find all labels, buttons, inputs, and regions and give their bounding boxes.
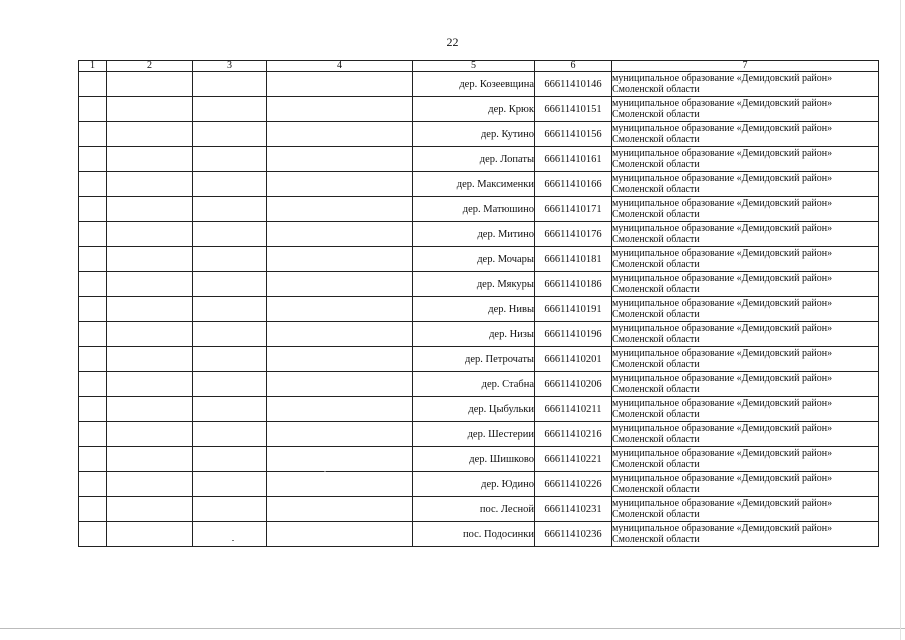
- table-row: [79, 397, 879, 422]
- settlement-code: 66611410161: [535, 147, 612, 172]
- empty-cell: [107, 372, 193, 397]
- settlements-table: [78, 60, 879, 547]
- municipality-description: [612, 272, 879, 297]
- municipality-line-2: Смоленской области: [612, 134, 700, 145]
- empty-cell: [267, 72, 413, 97]
- table-row: [79, 247, 879, 272]
- municipality-description: [612, 197, 879, 222]
- empty-cell: [107, 322, 193, 347]
- empty-cell: [193, 322, 267, 347]
- municipality-description: [612, 347, 879, 372]
- empty-cell: [267, 197, 413, 222]
- municipality-line-1: муниципальное образование «Демидовский район»: [612, 322, 833, 334]
- table-row: [79, 222, 879, 247]
- empty-cell: [267, 322, 413, 347]
- municipality-line-2: Смоленской области: [612, 109, 700, 120]
- settlement-code: 66611410206: [535, 372, 612, 397]
- empty-cell: [107, 472, 193, 497]
- municipality-line-2: Смоленской области: [612, 259, 700, 270]
- empty-cell: [267, 447, 413, 472]
- municipality-line-2: Смоленской области: [612, 459, 700, 470]
- column-header: 7: [612, 61, 879, 72]
- municipality-line-1: муниципальное образование «Демидовский район»: [612, 122, 833, 134]
- municipality-line-2: Смоленской области: [612, 484, 700, 495]
- table-row: [79, 372, 879, 397]
- page-number: 22: [446, 35, 459, 49]
- municipality-line-1: муниципальное образование «Демидовский район»: [612, 272, 833, 284]
- table-row: [79, 122, 879, 147]
- empty-cell: [79, 397, 107, 422]
- empty-cell: [107, 522, 193, 547]
- scan-speck: [232, 540, 234, 541]
- municipality-line-1: муниципальное образование «Демидовский район»: [612, 497, 833, 509]
- settlement-name: дер. Митино: [413, 222, 535, 247]
- page-right-edge: [900, 0, 901, 640]
- municipality-line-1: муниципальное образование «Демидовский район»: [612, 447, 833, 459]
- empty-cell: [267, 272, 413, 297]
- empty-cell: [267, 147, 413, 172]
- empty-cell: [107, 222, 193, 247]
- empty-cell: [193, 97, 267, 122]
- empty-cell: [107, 422, 193, 447]
- empty-cell: [79, 372, 107, 397]
- municipality-description: [612, 397, 879, 422]
- municipality-line-2: Смоленской области: [612, 209, 700, 220]
- settlement-name: дер. Петрочаты: [413, 347, 535, 372]
- empty-cell: [79, 122, 107, 147]
- empty-cell: [193, 147, 267, 172]
- municipality-line-1: муниципальное образование «Демидовский район»: [612, 347, 833, 359]
- municipality-line-2: Смоленской области: [612, 309, 700, 320]
- municipality-line-1: муниципальное образование «Демидовский район»: [612, 422, 833, 434]
- empty-cell: [79, 472, 107, 497]
- scan-speck: [324, 471, 326, 472]
- municipality-line-2: Смоленской области: [612, 159, 700, 170]
- empty-cell: [193, 122, 267, 147]
- municipality-line-2: Смоленской области: [612, 234, 700, 245]
- empty-cell: [107, 97, 193, 122]
- empty-cell: [193, 397, 267, 422]
- settlement-code: 66611410231: [535, 497, 612, 522]
- empty-cell: [79, 522, 107, 547]
- municipality-line-2: Смоленской области: [612, 359, 700, 370]
- empty-cell: [193, 222, 267, 247]
- empty-cell: [267, 297, 413, 322]
- settlement-code: 66611410201: [535, 347, 612, 372]
- table-row: [79, 447, 879, 472]
- empty-cell: [79, 322, 107, 347]
- settlement-code: 66611410191: [535, 297, 612, 322]
- page-edge-line: [0, 628, 905, 629]
- settlement-name: дер. Матюшино: [413, 197, 535, 222]
- empty-cell: [193, 372, 267, 397]
- empty-cell: [107, 297, 193, 322]
- empty-cell: [79, 222, 107, 247]
- empty-cell: [267, 472, 413, 497]
- settlement-name: пос. Лесной: [413, 497, 535, 522]
- empty-cell: [79, 97, 107, 122]
- settlement-name: дер. Стабна: [413, 372, 535, 397]
- municipality-line-2: Смоленской области: [612, 434, 700, 445]
- table-row: [79, 347, 879, 372]
- empty-cell: [267, 497, 413, 522]
- empty-cell: [193, 447, 267, 472]
- settlement-code: 66611410171: [535, 197, 612, 222]
- settlement-code: 66611410146: [535, 72, 612, 97]
- empty-cell: [107, 397, 193, 422]
- settlement-name: дер. Цыбульки: [413, 397, 535, 422]
- column-header: 2: [107, 61, 193, 72]
- municipality-line-1: муниципальное образование «Демидовский район»: [612, 197, 833, 209]
- settlement-name: дер. Нивы: [413, 297, 535, 322]
- empty-cell: [193, 522, 267, 547]
- settlement-name: пос. Подосинки: [413, 522, 535, 547]
- settlement-name: дер. Шишково: [413, 447, 535, 472]
- empty-cell: [267, 172, 413, 197]
- settlement-name: дер. Крюк: [413, 97, 535, 122]
- settlement-name: дер. Максименки: [413, 172, 535, 197]
- municipality-line-2: Смоленской области: [612, 509, 700, 520]
- municipality-line-2: Смоленской области: [612, 184, 700, 195]
- column-header: 4: [267, 61, 413, 72]
- municipality-line-1: муниципальное образование «Демидовский район»: [612, 372, 833, 384]
- empty-cell: [193, 297, 267, 322]
- settlement-code: 66611410221: [535, 447, 612, 472]
- empty-cell: [79, 497, 107, 522]
- empty-cell: [193, 347, 267, 372]
- empty-cell: [79, 247, 107, 272]
- table-row: [79, 472, 879, 497]
- municipality-line-1: муниципальное образование «Демидовский район»: [612, 97, 833, 109]
- empty-cell: [267, 247, 413, 272]
- settlement-name: дер. Кутино: [413, 122, 535, 147]
- table-row: [79, 522, 879, 547]
- settlement-code: 66611410196: [535, 322, 612, 347]
- municipality-description: [612, 72, 879, 97]
- table-row: [79, 147, 879, 172]
- empty-cell: [267, 347, 413, 372]
- empty-cell: [79, 272, 107, 297]
- empty-cell: [267, 397, 413, 422]
- municipality-description: [612, 422, 879, 447]
- municipality-description: [612, 372, 879, 397]
- municipality-description: [612, 222, 879, 247]
- table-row: [79, 72, 879, 97]
- municipality-description: [612, 122, 879, 147]
- empty-cell: [79, 297, 107, 322]
- table-row: [79, 422, 879, 447]
- settlement-code: 66611410216: [535, 422, 612, 447]
- empty-cell: [193, 72, 267, 97]
- settlement-code: 66611410226: [535, 472, 612, 497]
- municipality-line-1: муниципальное образование «Демидовский район»: [612, 472, 833, 484]
- empty-cell: [79, 347, 107, 372]
- municipality-line-1: муниципальное образование «Демидовский район»: [612, 147, 833, 159]
- empty-cell: [107, 147, 193, 172]
- header-row: [79, 61, 879, 72]
- table-row: [79, 497, 879, 522]
- municipality-line-1: муниципальное образование «Демидовский район»: [612, 72, 833, 84]
- settlement-code: 66611410166: [535, 172, 612, 197]
- settlement-code: 66611410211: [535, 397, 612, 422]
- empty-cell: [79, 447, 107, 472]
- table-row: [79, 97, 879, 122]
- settlement-name: дер. Козеевщина: [413, 72, 535, 97]
- settlement-name: дер. Мочары: [413, 247, 535, 272]
- empty-cell: [107, 72, 193, 97]
- table-row: [79, 297, 879, 322]
- empty-cell: [79, 147, 107, 172]
- empty-cell: [193, 422, 267, 447]
- empty-cell: [267, 372, 413, 397]
- municipality-description: [612, 522, 879, 547]
- municipality-description: [612, 247, 879, 272]
- empty-cell: [267, 422, 413, 447]
- settlement-code: 66611410236: [535, 522, 612, 547]
- municipality-description: [612, 147, 879, 172]
- municipality-description: [612, 97, 879, 122]
- empty-cell: [79, 172, 107, 197]
- empty-cell: [193, 497, 267, 522]
- table-row: [79, 322, 879, 347]
- table-row: [79, 172, 879, 197]
- empty-cell: [267, 522, 413, 547]
- empty-cell: [79, 197, 107, 222]
- table-row: [79, 197, 879, 222]
- settlement-name: дер. Мякуры: [413, 272, 535, 297]
- column-header: 6: [535, 61, 612, 72]
- empty-cell: [193, 197, 267, 222]
- municipality-line-1: муниципальное образование «Демидовский район»: [612, 397, 833, 409]
- municipality-line-1: муниципальное образование «Демидовский район»: [612, 172, 833, 184]
- empty-cell: [193, 472, 267, 497]
- settlement-code: 66611410181: [535, 247, 612, 272]
- settlement-name: дер. Лопаты: [413, 147, 535, 172]
- empty-cell: [107, 122, 193, 147]
- municipality-description: [612, 472, 879, 497]
- municipality-line-1: муниципальное образование «Демидовский район»: [612, 247, 833, 259]
- settlement-code: 66611410186: [535, 272, 612, 297]
- settlement-name: дер. Низы: [413, 322, 535, 347]
- empty-cell: [193, 247, 267, 272]
- municipality-description: [612, 497, 879, 522]
- empty-cell: [79, 422, 107, 447]
- municipality-description: [612, 172, 879, 197]
- settlement-code: 66611410176: [535, 222, 612, 247]
- settlement-code: 66611410151: [535, 97, 612, 122]
- empty-cell: [107, 197, 193, 222]
- empty-cell: [107, 272, 193, 297]
- empty-cell: [79, 72, 107, 97]
- municipality-line-2: Смоленской области: [612, 534, 700, 545]
- empty-cell: [267, 222, 413, 247]
- municipality-line-2: Смоленской области: [612, 334, 700, 345]
- municipality-line-2: Смоленской области: [612, 409, 700, 420]
- settlement-name: дер. Юдино: [413, 472, 535, 497]
- empty-cell: [267, 122, 413, 147]
- table-row: [79, 272, 879, 297]
- settlement-code: 66611410156: [535, 122, 612, 147]
- municipality-line-1: муниципальное образование «Демидовский район»: [612, 522, 833, 534]
- municipality-line-2: Смоленской области: [612, 384, 700, 395]
- column-header: 5: [413, 61, 535, 72]
- empty-cell: [107, 247, 193, 272]
- municipality-line-1: муниципальное образование «Демидовский район»: [612, 297, 833, 309]
- empty-cell: [107, 447, 193, 472]
- empty-cell: [267, 97, 413, 122]
- column-header: 3: [193, 61, 267, 72]
- empty-cell: [193, 172, 267, 197]
- empty-cell: [107, 347, 193, 372]
- settlement-name: дер. Шестерии: [413, 422, 535, 447]
- municipality-description: [612, 322, 879, 347]
- empty-cell: [107, 497, 193, 522]
- empty-cell: [107, 172, 193, 197]
- municipality-description: [612, 297, 879, 322]
- municipality-line-1: муниципальное образование «Демидовский район»: [612, 222, 833, 234]
- municipality-description: [612, 447, 879, 472]
- municipality-line-2: Смоленской области: [612, 84, 700, 95]
- column-header: 1: [79, 61, 107, 72]
- empty-cell: [193, 272, 267, 297]
- municipality-line-2: Смоленской области: [612, 284, 700, 295]
